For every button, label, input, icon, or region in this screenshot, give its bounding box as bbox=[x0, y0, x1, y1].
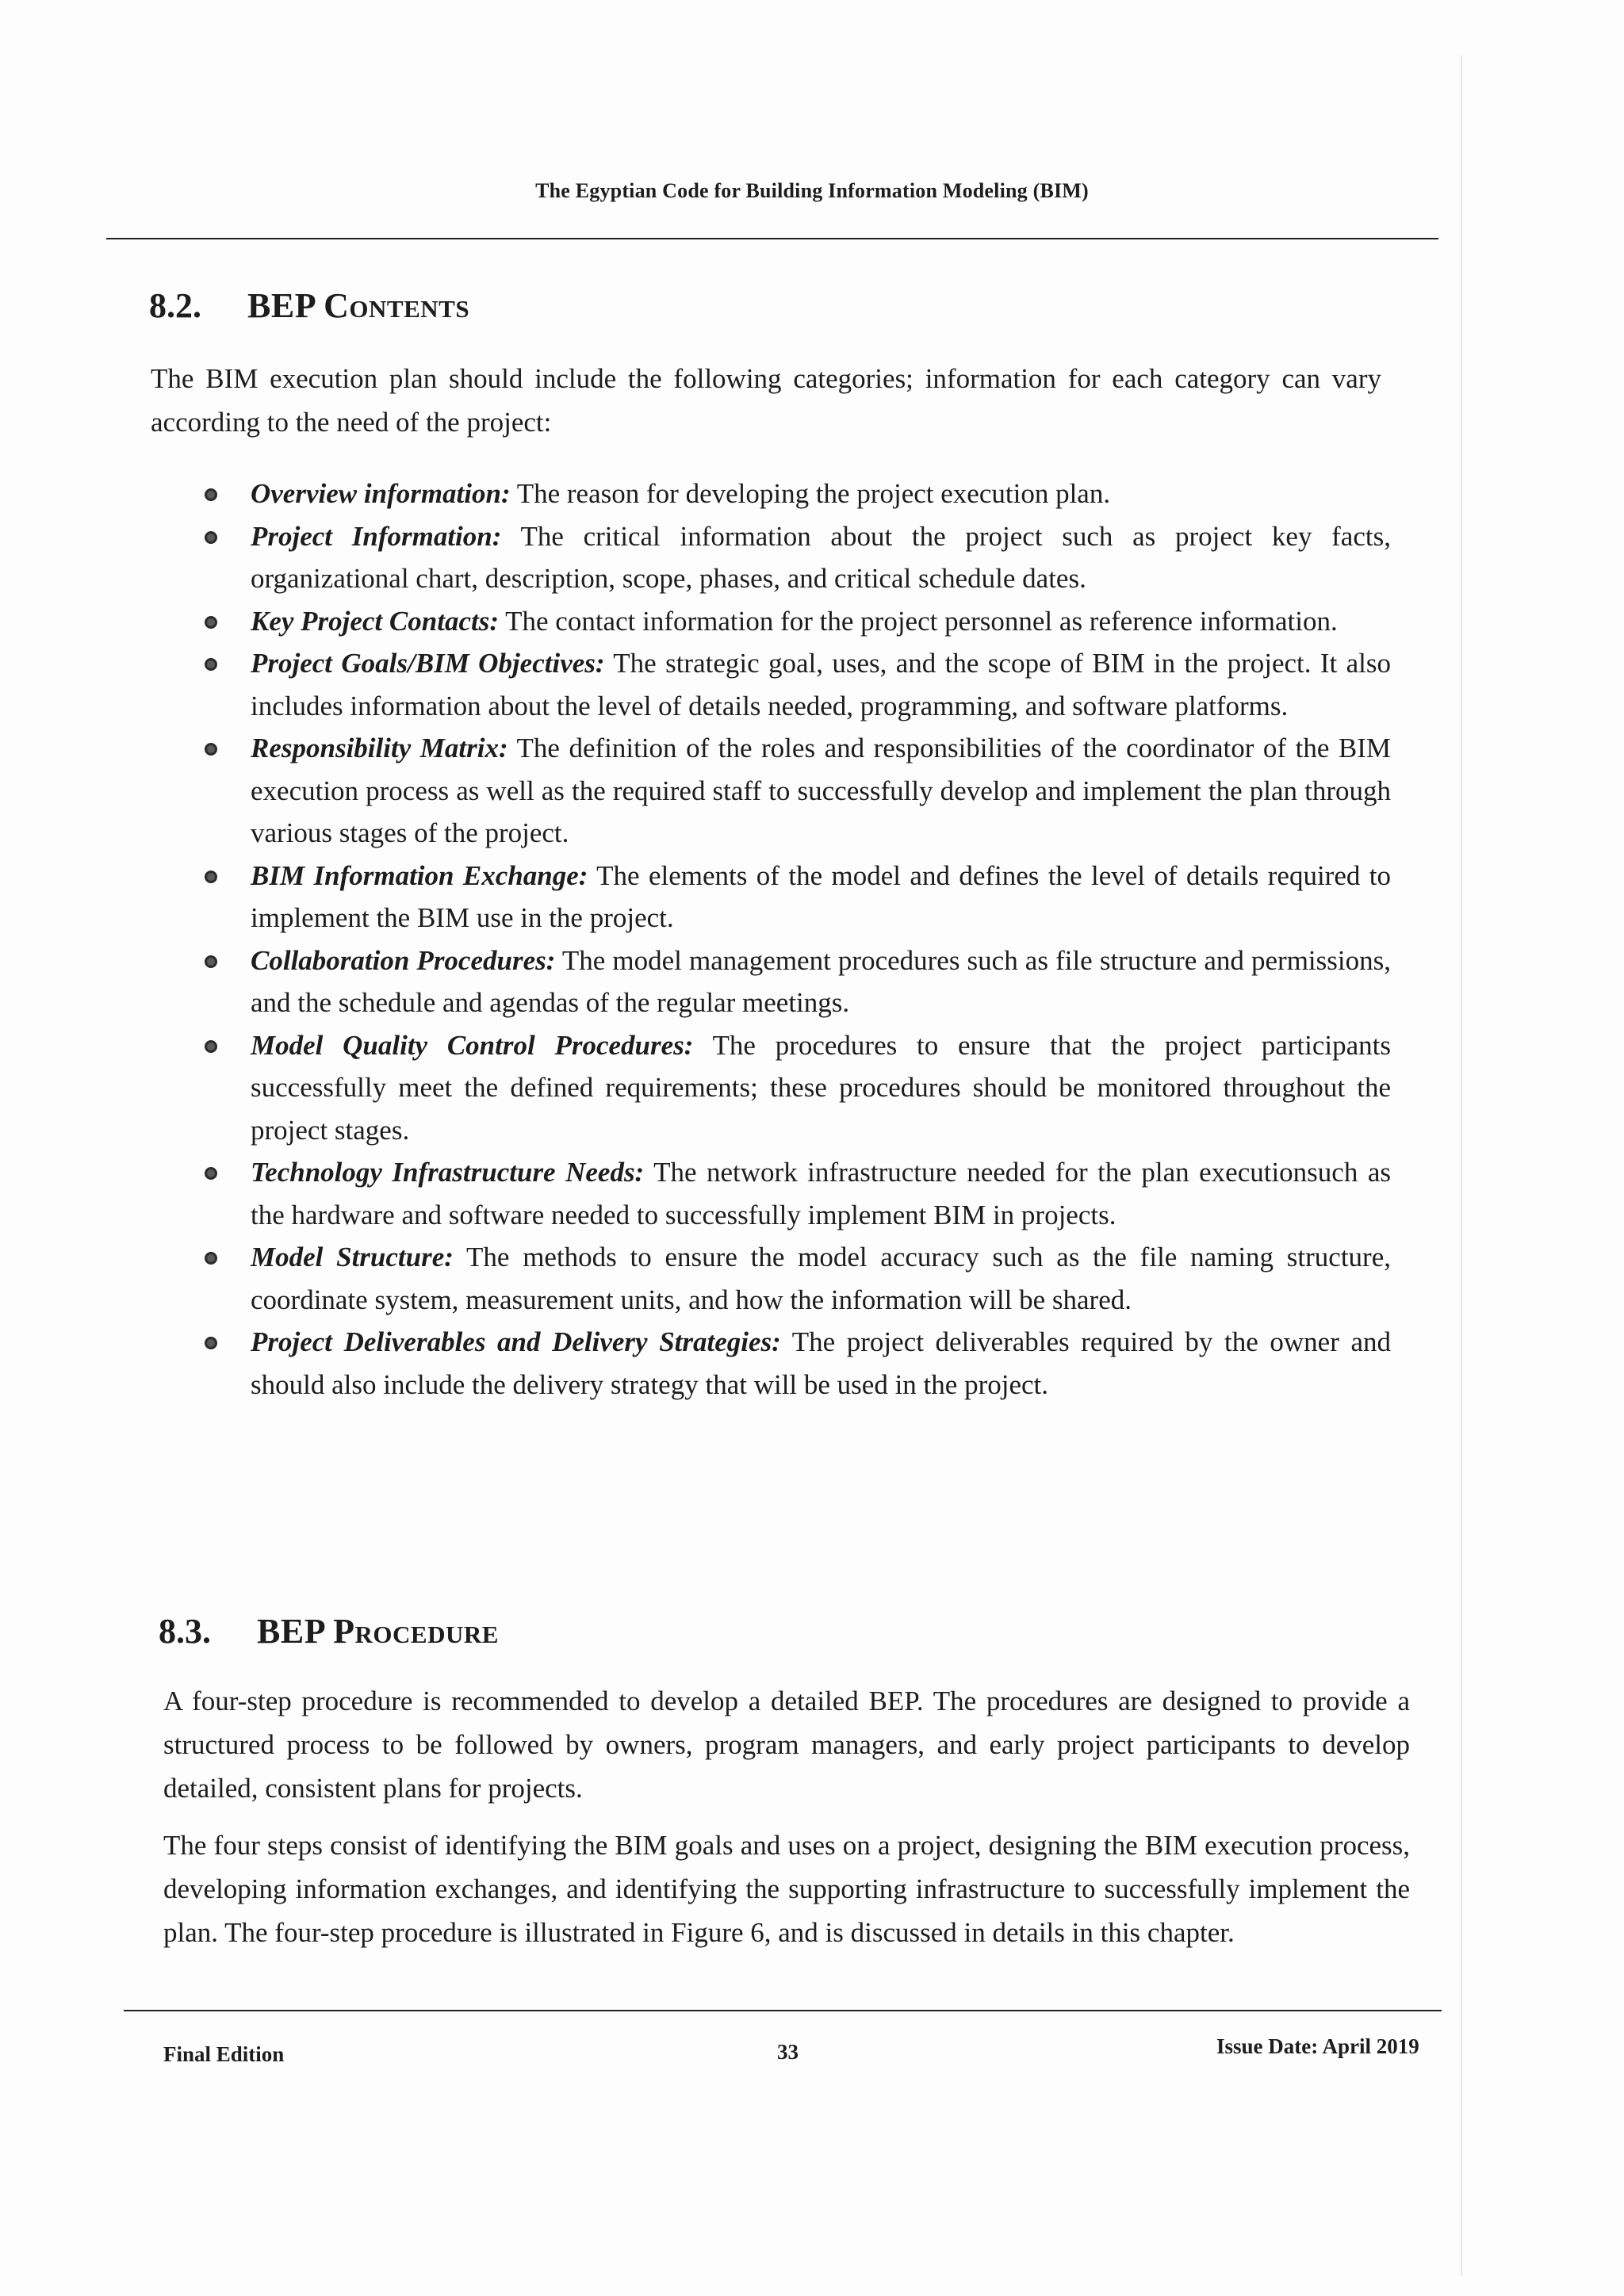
bullet-icon bbox=[205, 1337, 217, 1349]
item-text: The project deliverables required by the owner and should also include the delivery strategy that will be used in the project. bbox=[251, 1326, 1391, 1400]
item-term: BIM Information Exchange: bbox=[251, 859, 588, 891]
list-item bbox=[205, 1236, 1391, 1321]
item-term: Key Project Contacts: bbox=[251, 605, 500, 637]
item-text: The strategic goal, uses, and the scope of BIM in the project. It also includes information about the level of details needed, programming, and software platforms. bbox=[251, 648, 1392, 721]
item-text: The contact information for the project personnel as reference information. bbox=[499, 605, 1338, 637]
bullet-icon bbox=[205, 488, 217, 501]
section-title: BEP Procedure bbox=[257, 1612, 499, 1651]
item-text: The elements of the model and defines the level of details required to implement the BIM use in the project. bbox=[251, 859, 1391, 933]
bullet-icon bbox=[205, 955, 217, 968]
list-item bbox=[205, 600, 1391, 643]
procedure-paragraph-1: A four-step procedure is recommended to develop a detailed BEP. The procedures are designed to provide a structured process to be followed by owners, program managers, and early project participants to develop detailed, consistent plans for projects. bbox=[163, 1686, 1410, 1804]
bullet-icon bbox=[205, 658, 217, 671]
section-heading-8-2 bbox=[149, 285, 469, 326]
bep-contents-list bbox=[205, 473, 1391, 1406]
item-term: Project Goals/BIM Objectives: bbox=[251, 648, 605, 679]
bullet-icon bbox=[205, 743, 217, 756]
item-term: Collaboration Procedures: bbox=[251, 944, 556, 976]
item-text: The model management procedures such as file structure and permissions, and the schedule and agendas of the regular meetings. bbox=[251, 944, 1391, 1018]
item-term: Technology Infrastructure Needs: bbox=[251, 1157, 645, 1188]
item-text: The procedures to ensure that the project participants successfully meet the defined requirements; these procedures should be monitored throughout the project stages. bbox=[251, 1029, 1391, 1146]
list-item bbox=[205, 1024, 1391, 1152]
section-title: BEP Contents bbox=[247, 286, 470, 325]
item-text: The methods to ensure the model accuracy such as the file naming structure, coordinate system, measurement units, and how the information will be shared. bbox=[251, 1242, 1391, 1315]
bullet-icon bbox=[205, 1252, 217, 1265]
page-edge bbox=[1461, 55, 1462, 2275]
item-term: Project Information: bbox=[251, 520, 502, 552]
list-item bbox=[205, 515, 1391, 600]
bullet-icon bbox=[205, 871, 217, 883]
section-intro-paragraph: The BIM execution plan should include the following categories; information for each category can vary according to the need of the project: bbox=[151, 363, 1381, 438]
section-number: 8.3. bbox=[159, 1612, 211, 1651]
list-item bbox=[205, 473, 1391, 515]
list-item bbox=[205, 939, 1391, 1024]
list-item bbox=[205, 1321, 1391, 1406]
section-number: 8.2. bbox=[149, 286, 201, 325]
header-rule bbox=[106, 238, 1438, 239]
item-term: Model Structure: bbox=[251, 1242, 454, 1272]
page-number: 33 bbox=[777, 2040, 799, 2064]
bullet-icon bbox=[205, 1040, 217, 1053]
procedure-paragraph-2: The four steps consist of identifying the BIM goals and uses on a project, designing the BIM execution process, developing information exchanges, and identifying the supporting infrastructure to successfully implement the plan. The four-step procedure is illustrated in Figure 6, and is discussed in details in this chapter. bbox=[163, 1830, 1410, 1948]
item-term: Responsibility Matrix: bbox=[251, 733, 508, 763]
bullet-icon bbox=[205, 616, 217, 629]
item-term: Overview information: bbox=[251, 478, 511, 509]
bullet-icon bbox=[205, 1167, 217, 1180]
list-item bbox=[205, 1151, 1391, 1236]
item-text: The reason for developing the project execution plan. bbox=[510, 478, 1111, 509]
bullet-icon bbox=[205, 531, 217, 544]
item-term: Project Deliverables and Delivery Strategies: bbox=[251, 1326, 781, 1357]
footer-issue-date: Issue Date: April 2019 bbox=[1216, 2034, 1419, 2058]
list-item bbox=[205, 727, 1391, 855]
list-item bbox=[205, 855, 1391, 939]
item-text: The definition of the roles and responsibilities of the coordinator of the BIM execution process as well as the required staff to successfully develop and implement the plan through various stages of the project. bbox=[251, 733, 1392, 848]
running-header: The Egyptian Code for Building Information Modeling (BIM) bbox=[535, 179, 1089, 202]
footer-rule bbox=[124, 2010, 1442, 2011]
footer-edition: Final Edition bbox=[163, 2042, 285, 2066]
item-text: The critical information about the project such as project key facts, organizational chart, description, scope, phases, and critical schedule dates. bbox=[251, 520, 1391, 594]
item-text: The network infrastructure needed for the plan executionsuch as the hardware and software needed to successfully implement BIM in projects. bbox=[251, 1157, 1391, 1230]
list-item bbox=[205, 642, 1391, 727]
item-term: Model Quality Control Procedures: bbox=[251, 1029, 694, 1061]
section-heading-8-3 bbox=[159, 1611, 499, 1651]
